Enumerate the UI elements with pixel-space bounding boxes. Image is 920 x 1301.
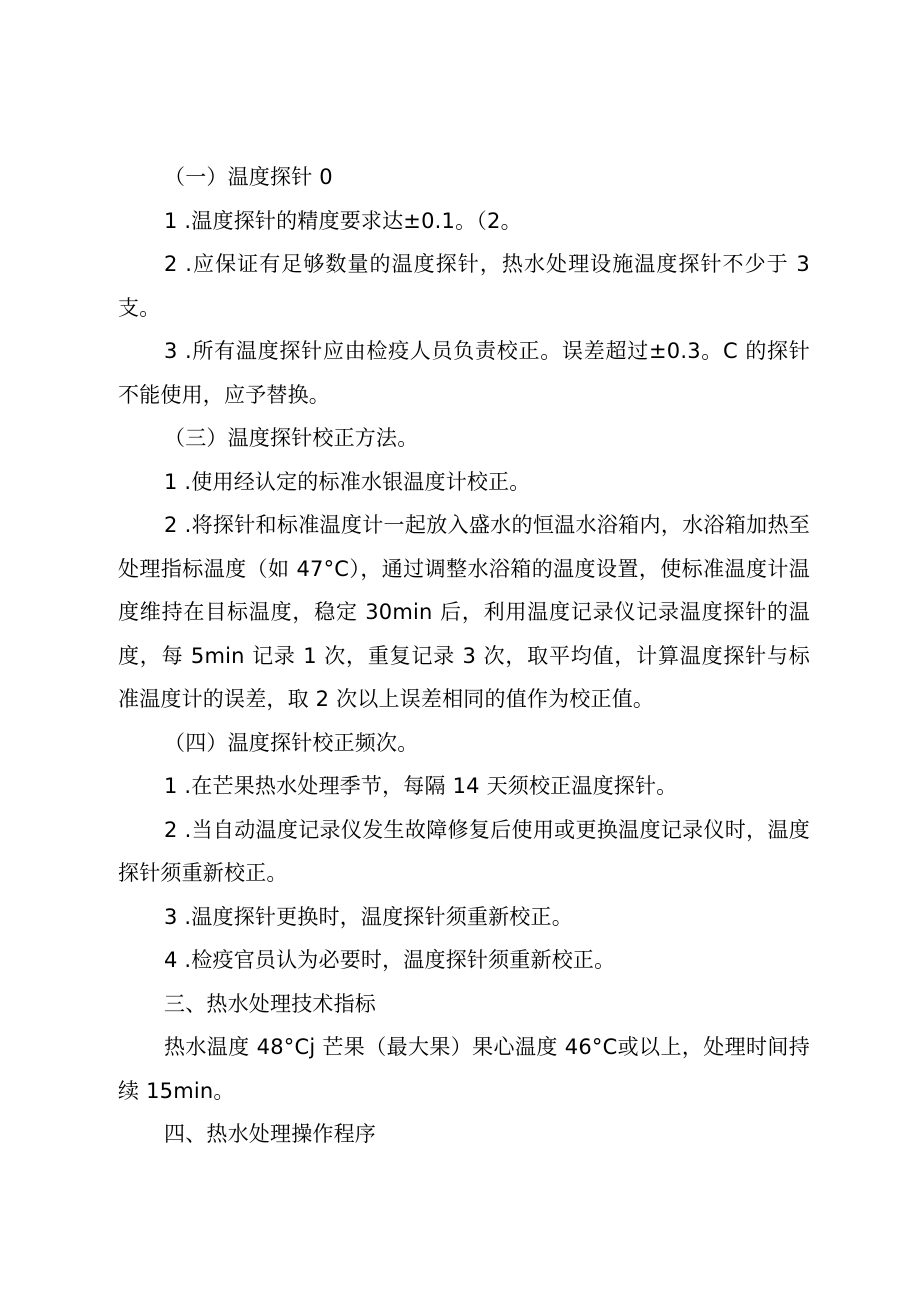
paragraph-frequency-official: 4 .检疫官员认为必要时，温度探针须重新校正。: [164, 948, 616, 972]
paragraph-frequency-probe-replacement: 3 .温度探针更换时，温度探针须重新校正。: [164, 904, 573, 929]
paragraph-frequency-recorder-fault: 2 .当自动温度记录仪发生故障修复后使用或更换温度记录仪时，温度探针须重新校正。: [118, 817, 810, 885]
paragraph-technical-indicators: 热水温度 48°Cj 芒果（最大果）果心温度 46°C或以上，处理时间持续 15min。: [118, 1035, 810, 1103]
paragraph-standard-thermometer: 1 .使用经认定的标准水银温度计校正。: [164, 469, 531, 494]
section-heading-technical-indicators: 三、热水处理技术指标: [164, 991, 376, 1016]
section-heading-calibration-frequency: （四）温度探针校正频次。: [164, 730, 419, 755]
section-heading-operating-procedure: 四、热水处理操作程序: [164, 1122, 376, 1146]
paragraph-calibration-procedure: 2 .将探针和标准温度计一起放入盛水的恒温水浴箱内，水浴箱加热至处理指标温度（如 47°C），通过调整水浴箱的温度设置，使标准温度计温度维持在目标温度，稳定 30min 后，利用温度记录仪记录温度探针的温度，每 5min 记录 1 次，重复记录 3 次，取平均值，计算温度探针与标准温度计的误差，取 2 次以上误差相同的值作为校正值。: [118, 513, 810, 711]
section-heading-temperature-probe: （一）温度探针 0: [164, 165, 333, 189]
paragraph-probe-precision: 1 .温度探针的精度要求达±0.1。（2。: [164, 208, 522, 233]
paragraph-probe-calibration-responsibility: 3 .所有温度探针应由检疫人员负责校正。误差超过±0.3。C 的探针不能使用，应予替换。: [118, 339, 810, 407]
paragraph-frequency-season: 1 .在芒果热水处理季节，每隔 14 天须校正温度探针。: [164, 774, 678, 798]
paragraph-probe-quantity: 2 .应保证有足够数量的温度探针，热水处理设施温度探针不少于 3 支。: [118, 252, 810, 320]
section-heading-calibration-method: （三）温度探针校正方法。: [164, 426, 419, 450]
document-body: [118, 156, 810, 1157]
